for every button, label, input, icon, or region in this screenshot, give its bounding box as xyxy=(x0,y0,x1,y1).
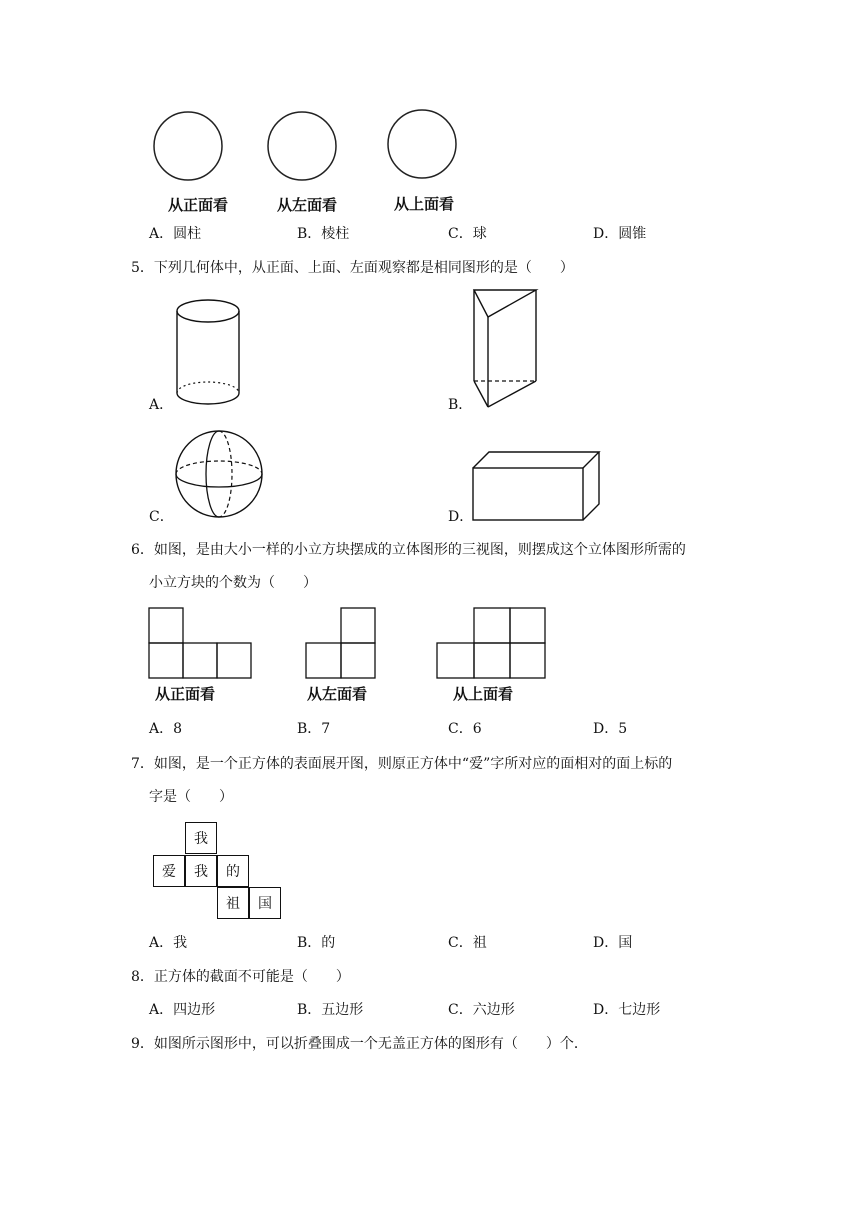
cylinder-figure[interactable] xyxy=(172,296,244,410)
q6-view-caption-top: 从上面看 xyxy=(453,685,514,703)
q5-question-text: 5．下列几何体中，从正面、上面、左面观察都是相同图形的是（ ） xyxy=(131,260,574,276)
q6-question-line1: 6．如图，是由大小一样的小立方块摆成的立体图形的三视图，则摆成这个立体图形所需的 xyxy=(131,542,686,558)
q6-question-line2: 小立方块的个数为（ ） xyxy=(149,575,317,591)
q4-view-caption-top: 从上面看 xyxy=(394,195,455,213)
q7-option-a[interactable]: A．我 xyxy=(149,935,188,951)
net-cell-zu: 祖 xyxy=(217,887,249,919)
q6-view-caption-front: 从正面看 xyxy=(155,685,216,703)
q5-label-d[interactable]: D． xyxy=(448,509,474,525)
q9-question-text: 9．如图所示图形中，可以折叠围成一个无盖正方体的图形有（ ）个． xyxy=(131,1036,588,1052)
q7-question-line1: 7．如图，是一个正方体的表面展开图，则原正方体中“爱”字所对应的面相对的面上标的 xyxy=(131,756,673,772)
sphere-figure[interactable] xyxy=(174,428,266,520)
q5-label-b[interactable]: B． xyxy=(448,397,473,413)
q6-option-a[interactable]: A．8 xyxy=(149,721,183,737)
q4-option-a[interactable]: A．圆柱 xyxy=(149,226,202,242)
q8-option-d[interactable]: D．七边形 xyxy=(593,1002,661,1018)
net-cell-top: 我 xyxy=(185,822,217,854)
triangular-prism-figure[interactable] xyxy=(470,287,540,409)
q8-question-text: 8．正方体的截面不可能是（ ） xyxy=(131,969,350,985)
cuboid-figure[interactable] xyxy=(471,450,603,524)
q4-view-caption-front: 从正面看 xyxy=(168,196,229,214)
q6-option-c[interactable]: C．6 xyxy=(448,721,482,737)
q8-option-a[interactable]: A．四边形 xyxy=(149,1002,216,1018)
q8-option-c[interactable]: C．六边形 xyxy=(448,1002,515,1018)
q6-option-d[interactable]: D．5 xyxy=(593,721,628,737)
q6-top-view-grid xyxy=(436,607,548,681)
q4-option-c[interactable]: C．球 xyxy=(448,226,487,242)
net-cell-wo: 我 xyxy=(185,855,217,887)
net-cell-de: 的 xyxy=(217,855,249,887)
q6-view-caption-left: 从左面看 xyxy=(307,685,368,703)
q7-option-c[interactable]: C．祖 xyxy=(448,935,487,951)
net-cell-ai: 爱 xyxy=(153,855,185,887)
q6-left-view-grid xyxy=(305,607,377,681)
q4-option-b[interactable]: B．棱柱 xyxy=(297,226,350,242)
net-cell-guo: 国 xyxy=(249,887,281,919)
circle-front-view-figure xyxy=(150,108,230,188)
q7-option-d[interactable]: D．国 xyxy=(593,935,633,951)
q7-question-line2: 字是（ ） xyxy=(149,789,233,805)
circle-top-view-figure xyxy=(384,106,464,186)
q5-label-a[interactable]: A． xyxy=(149,397,174,413)
q8-option-b[interactable]: B．五边形 xyxy=(297,1002,364,1018)
circle-left-view-figure xyxy=(264,108,344,188)
q6-front-view-grid xyxy=(148,607,254,681)
q4-option-d[interactable]: D．圆锥 xyxy=(593,226,647,242)
q6-option-b[interactable]: B．7 xyxy=(297,721,331,737)
q7-option-b[interactable]: B．的 xyxy=(297,935,336,951)
q4-view-caption-left: 从左面看 xyxy=(277,196,338,214)
q5-label-c[interactable]: C． xyxy=(149,509,174,525)
